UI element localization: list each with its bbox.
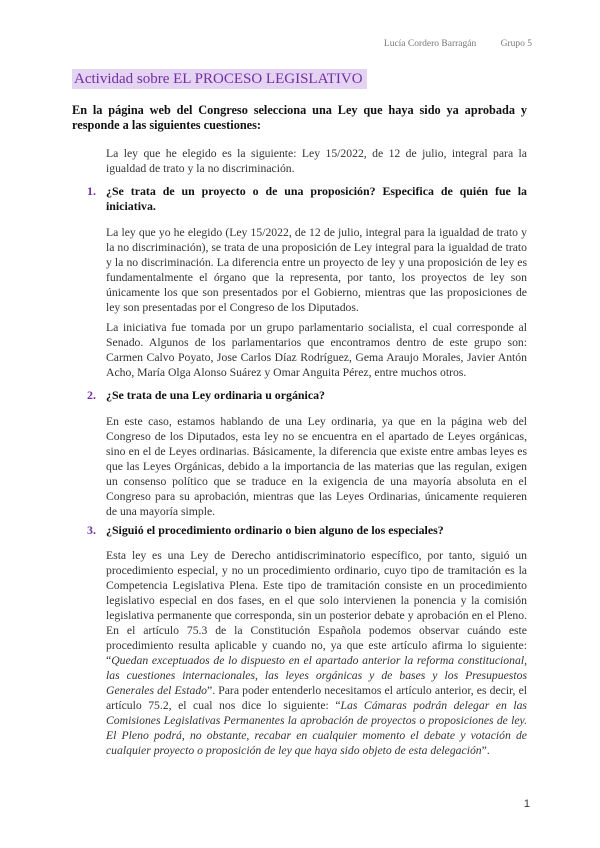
question-number: 3. [87,523,96,537]
page-number: 1 [523,798,530,810]
question-text: ¿Se trata de una Ley ordinaria u orgánica? [106,388,325,402]
question-number: 2. [87,388,96,402]
question-text: ¿Siguió el procedimiento ordinario o bien alguno de los especiales? [106,523,444,537]
answer-3-text-c: ”. [481,744,490,757]
answer-3-text-a: Esta ley es una Ley de Derecho antidiscriminatorio específico, por tanto, siguió un procedimiento especial, y no un procedimiento ordinario, cuyo tipo de tramitación es la Competencia Legislativa Plena. Este tipo de tramitación consiste en un procedimiento legislativo especial en dos fases, en el que solo intervienen la ponencia y la comisión legislativa permanente que corresponda, sin un posterior debate y aprobación en el Pleno. En el artículo 75.3 de la Constitución Española podemos observar cuándo este procedimiento resulta aplicable y cuando no, ya que este artículo afirma lo siguiente: “ [106,549,527,667]
answer-2-paragraph: En este caso, estamos hablando de una Ley ordinaria, ya que en la página web del Congreso de los Diputados, esta ley no se encuentra en el apartado de Leyes orgánicas, sino en el de Leyes ordinarias. Básicamente, la diferencia que existe entre ambas leyes es que las Leyes Orgánicas, debido a la importancia de las materias que las regulan, exigen un consenso político que se traduce en la exigencia de una mayoría absoluta en el Congreso para su aprobación, mientras que las Leyes Ordinarias, únicamente requieren de una mayoría simple. [106,415,527,518]
answer-3-paragraph [106,548,527,758]
answer-1-paragraph-1: La ley que yo he elegido (Ley 15/2022, de 12 de julio, integral para la igualdad de trato y la no discriminación), se trata de una proposición de Ley integral para la igualdad de trato y la no discriminación. La diferencia entre un proyecto de ley y una proposición de ley es fundamentalmente el órgano que la representa, por tanto, los proyectos de ley son únicamente los que son presentados por el Gobierno, mientras que las proposiciones de ley son presentadas por el Congreso de los Diputados. [106,226,527,314]
quote-article-75-3: Quedan exceptuados de lo dispuesto en el apartado anterior la reforma constitucional, las cuestiones internacionales, las leyes orgánicas y de bases y los Presupuestos Generales del Estado [106,654,527,697]
assignment-prompt: En la página web del Congreso selecciona una Ley que haya sido ya aprobada y responde a las siguientes cuestiones: [72,103,527,132]
group-label: Grupo 5 [500,39,532,49]
question-text: ¿Se trata de un proyecto o de una proposición? Especifica de quién fue la iniciativa. [106,184,527,213]
document-title: Actividad sobre EL PROCESO LEGISLATIVO [72,69,367,89]
question-2 [87,388,527,403]
intro-paragraph: La ley que he elegido es la siguiente: Ley 15/2022, de 12 de julio, integral para la igualdad de trato y la no discriminación. [106,147,527,175]
page-header [362,39,532,49]
quote-article-75-2: Las Cámaras podrán delegar en las Comisiones Legislativas Permanentes la aprobación de proyectos o proposiciones de ley. El Pleno podrá, no obstante, recabar en cualquier momento el debate y votación de cualquier proyecto o proposición de ley que haya sido objeto de esta delegación [106,699,527,757]
question-1 [87,184,527,213]
author-name: Lucía Cordero Barragán [383,39,477,49]
answer-1-paragraph-2: La iniciativa fue tomada por un grupo parlamentario socialista, el cual corresponde al Senado. Algunos de los parlamentarios que encontramos dentro de este grupo son: Carmen Calvo Poyato, Jose Carlos Díaz Rodríguez, Gema Araujo Morales, Javier Antón Acho, María Olga Alonso Suárez y Omar Anguita Pérez, entre muchos otros. [106,321,527,379]
question-number: 1. [87,184,96,198]
answer-3-text-b: ”. Para poder entenderlo necesitamos el artículo anterior, es decir, el artículo 75.2, el cual nos dice lo siguiente: “ [106,684,527,712]
question-3 [87,523,527,538]
